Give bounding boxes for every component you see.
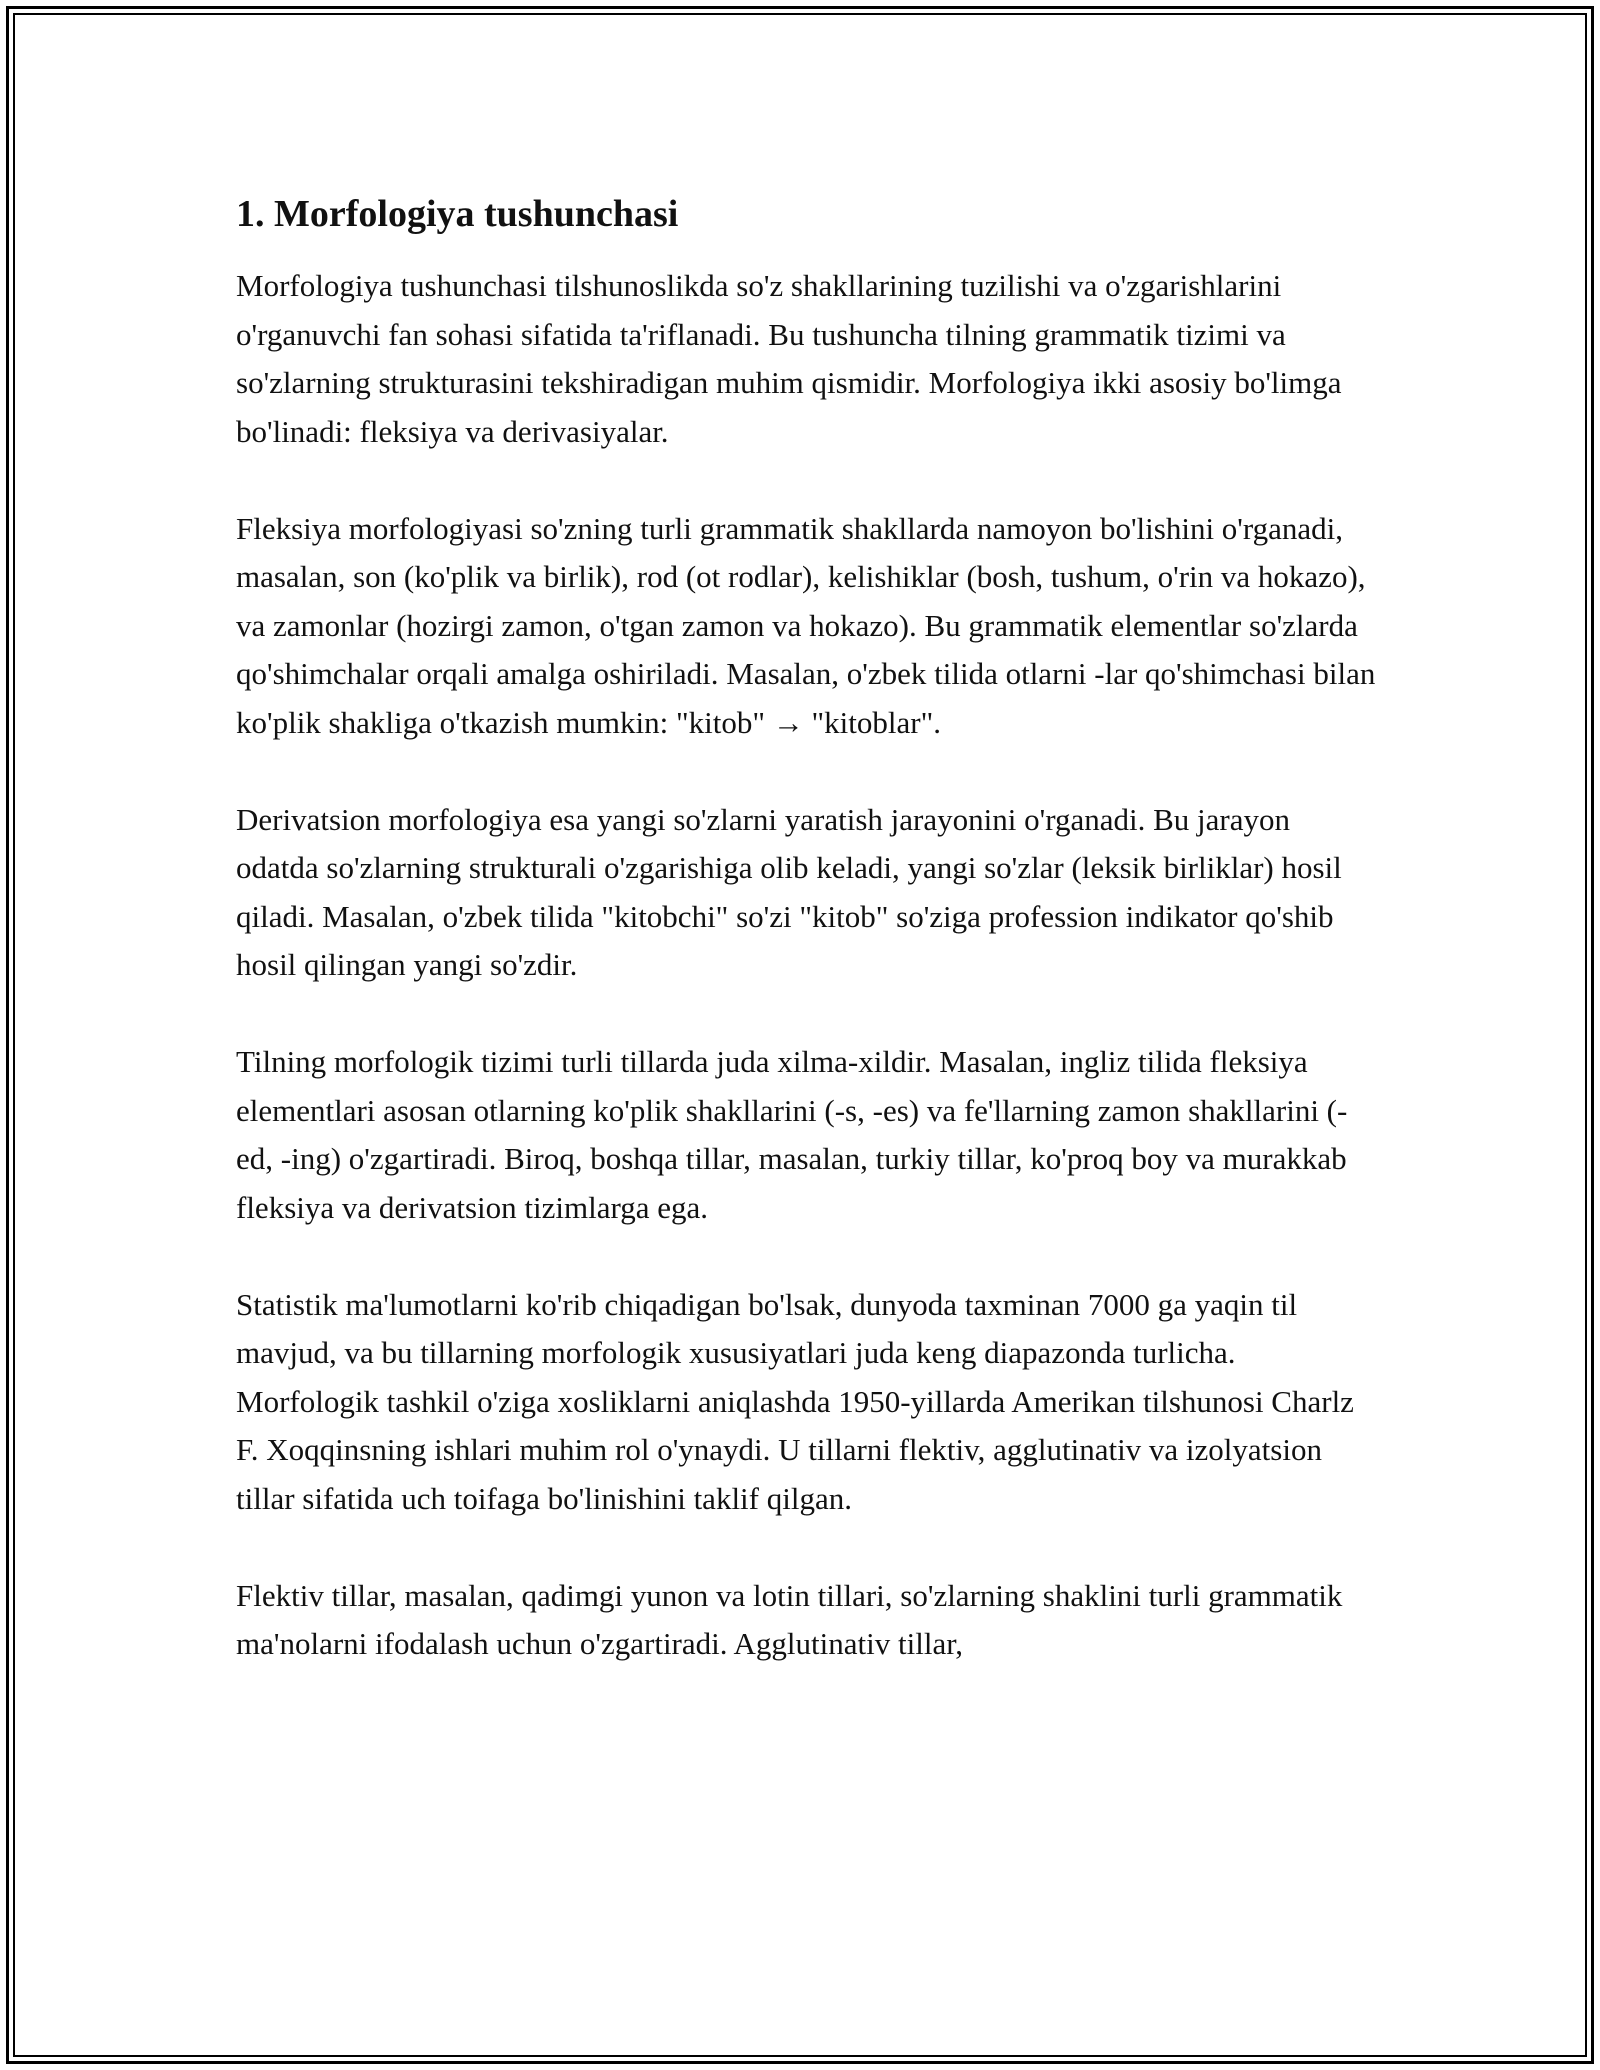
paragraph-language-variation: Tilning morfologik tizimi turli tillarda juda xilma-xildir. Masalan, ingliz tilida fleksiya elementlari asosan otlarning ko'plik shakllarini (-s, -es) va fe'llarning zamon shakllarini (-ed, -ing) o'zgartiradi. Biroq, boshqa tillar, masalan, turkiy tillar, ko'proq boy va murakkab fleksiya va derivatsion tizimlarga ega. bbox=[236, 1044, 1348, 1225]
paragraph-flective-languages: Flektiv tillar, masalan, qadimgi yunon va lotin tillari, so'zlarning shaklini turli grammatik ma'nolarni ifodalash uchun o'zgartiradi. Agglutinativ tillar, bbox=[236, 1577, 1343, 1661]
document-body bbox=[236, 186, 1376, 1717]
paragraph-statistics: Statistik ma'lumotlarni ko'rib chiqadigan bo'lsak, dunyoda taxminan 7000 ga yaqin til mavjud, va bu tillarning morfologik xususiyatlari juda keng diapazonda turlicha. Morfologik tashkil o'ziga xosliklarni aniqlashda 1950-yillarda Amerikan tilshunosi Charlz F. Xoqqinsning ishlari muhim rol o'ynaydi. U tillarni flektiv, agglutinativ va izolyatsion tillar sifatida uch toifaga bo'linishini taklif qilgan. bbox=[236, 1286, 1354, 1516]
section-heading: 1. Morfologiya tushunchasi bbox=[236, 193, 679, 235]
paragraph-morphology-definition: Morfologiya tushunchasi tilshunoslikda so'z shakllarining tuzilishi va o'zgarishlarini o'rganuvchi fan sohasi sifatida ta'riflanadi. Bu tushuncha tilning grammatik tizimi va so'zlarning strukturasini tekshiradigan muhim qismidir. Morfologiya ikki asosiy bo'limga bo'linadi: fleksiya va derivasiyalar. bbox=[236, 268, 1342, 449]
paragraph-derivational-morphology: Derivatsion morfologiya esa yangi so'zlarni yaratish jarayonini o'rganadi. Bu jarayon odatda so'zlarning strukturali o'zgarishiga olib keladi, yangi so'zlar (leksik birliklar) hosil qiladi. Masalan, o'zbek tilida "kitobchi" so'zi "kitob" so'ziga profession indikator qo'shib hosil qilingan yangi so'zdir. bbox=[236, 801, 1342, 982]
paragraph-inflectional-morphology: Fleksiya morfologiyasi so'zning turli grammatik shakllarda namoyon bo'lishini o'rganadi, masalan, son (ko'plik va birlik), rod (ot rodlar), kelishiklar (bosh, tushum, o'rin va hokazo), va zamonlar (hozirgi zamon, o'tgan zamon va hokazo). Bu grammatik elementlar so'zlarda qo'shimchalar orqali amalga oshiriladi. Masalan, o'zbek tilida otlarni -lar qo'shimchasi bilan ko'plik shakliga o'tkazish mumkin: "kitob" → "kitoblar". bbox=[236, 510, 1376, 740]
